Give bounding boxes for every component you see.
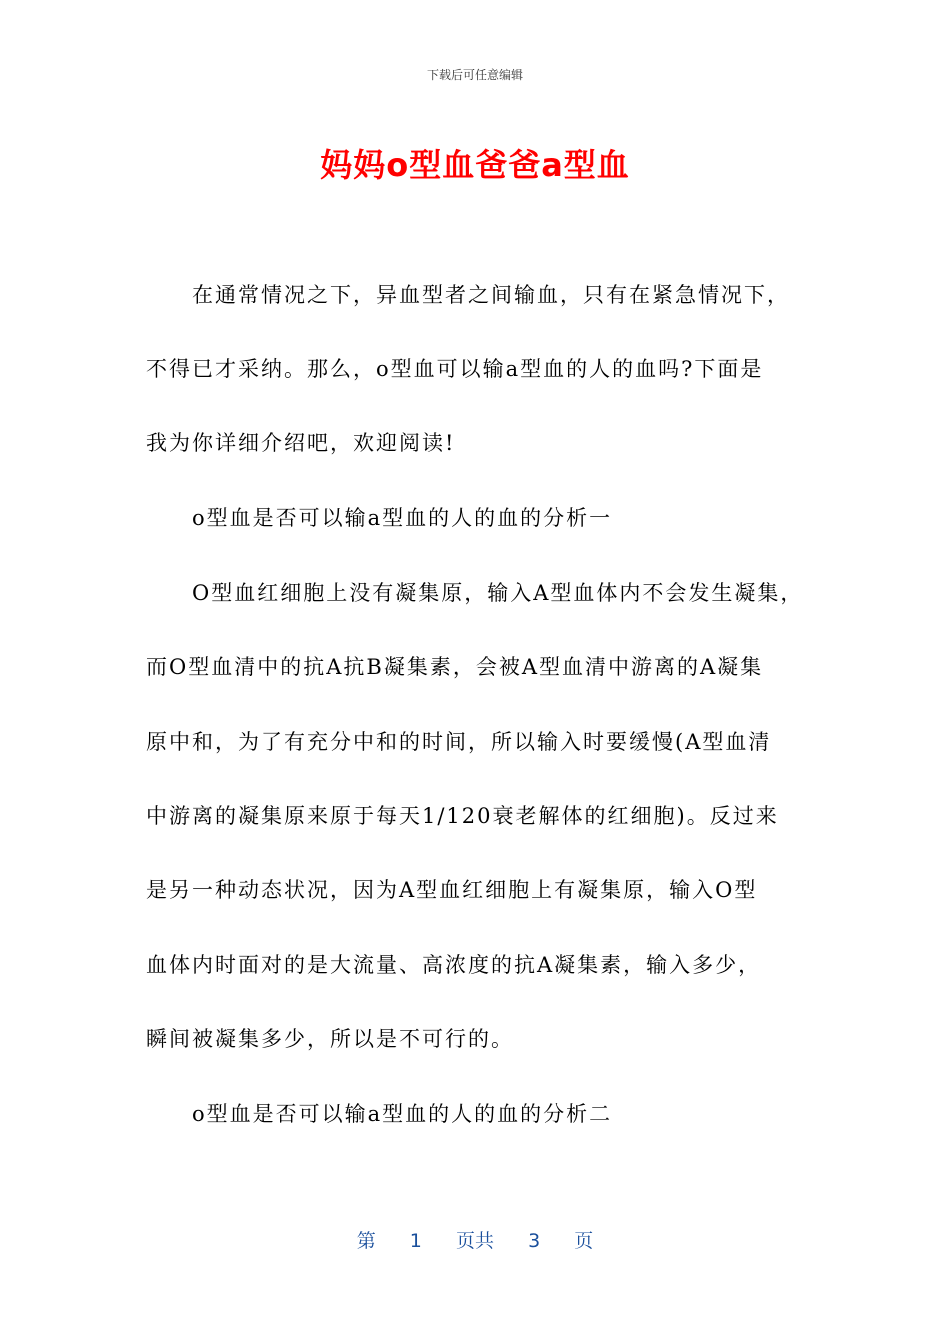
page-title: 妈妈o型血爸爸a型血 [320, 146, 630, 184]
footer-page-prefix: 第 [356, 1230, 376, 1252]
footer-current-page: 1 [409, 1230, 422, 1252]
paragraph-line: 是另一种动态状况，因为A型血红细胞上有凝集原，输入O型 [146, 878, 758, 902]
footer-page-mid: 页共 [455, 1230, 494, 1252]
paragraph-line: 在通常情况之下，异血型者之间输血，只有在紧急情况下， [192, 283, 790, 307]
paragraph-line: 不得已才采纳。那么，o型血可以输a型血的人的血吗?下面是 [146, 357, 764, 381]
footer-total-pages: 3 [528, 1230, 541, 1252]
section-heading: o型血是否可以输a型血的人的血的分析二 [192, 1102, 613, 1126]
paragraph-line: 而O型血清中的抗A抗B凝集素，会被A型血清中游离的A凝集 [146, 655, 764, 679]
section-heading: o型血是否可以输a型血的人的血的分析一 [192, 506, 613, 530]
paragraph-line: 原中和，为了有充分中和的时间，所以输入时要缓慢(A型血清 [146, 730, 772, 754]
header-note: 下载后可任意编辑 [426, 68, 523, 82]
footer-page-suffix: 页 [574, 1230, 594, 1252]
paragraph-line: 中游离的凝集原来原于每天1/120衰老解体的红细胞)。反过来 [146, 804, 779, 828]
paragraph-line: 我为你详细介绍吧，欢迎阅读! [146, 431, 456, 455]
paragraph-line: 血体内时面对的是大流量、高浓度的抗A凝集素，输入多少， [146, 953, 762, 977]
page-footer [0, 1226, 950, 1253]
paragraph-line: 瞬间被凝集多少，所以是不可行的。 [146, 1027, 514, 1051]
paragraph-line: O型血红细胞上没有凝集原，输入A型血体内不会发生凝集， [192, 581, 804, 605]
